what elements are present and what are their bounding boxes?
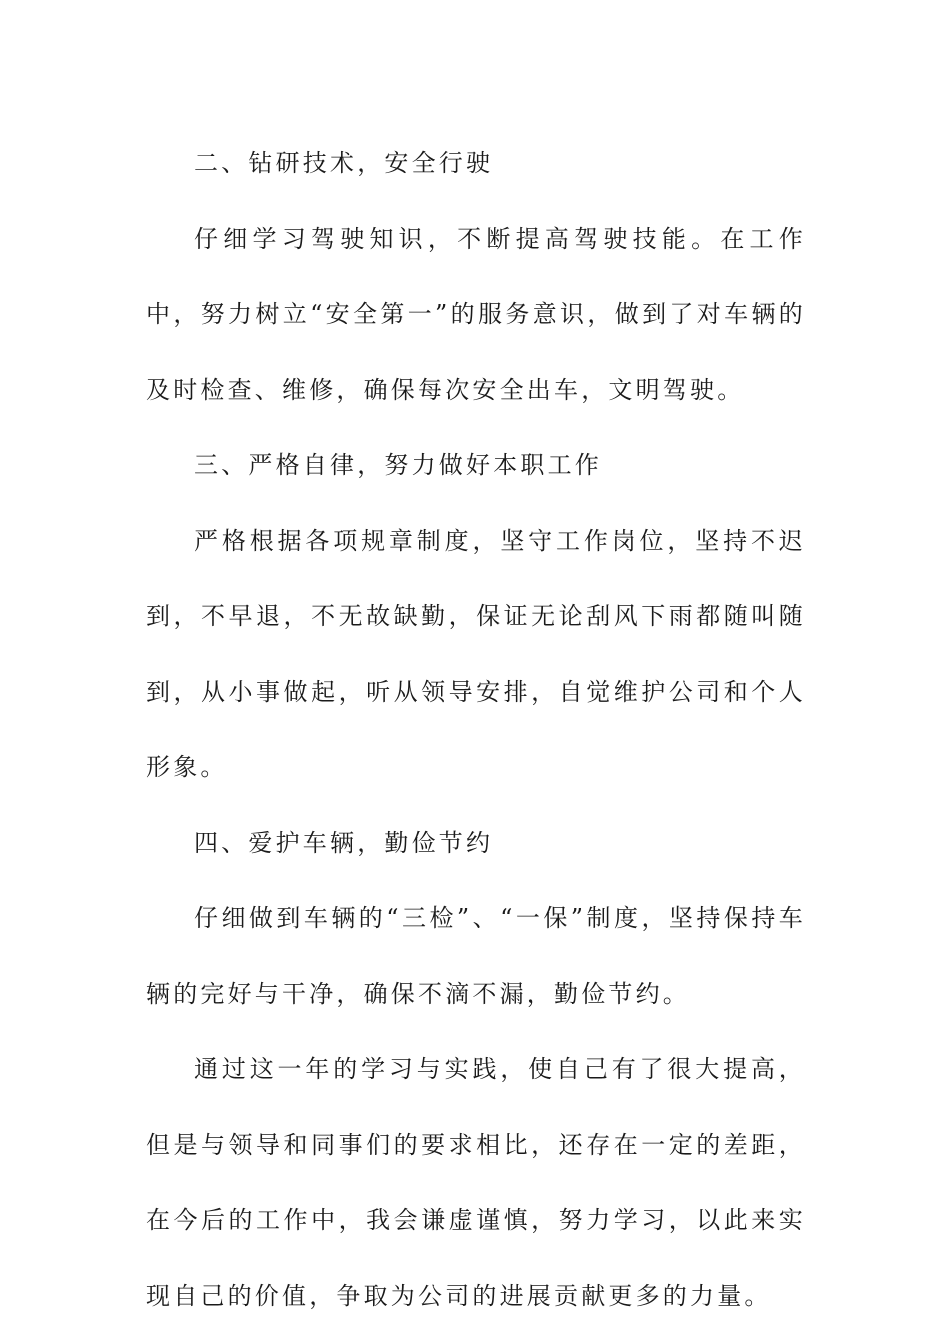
closing-paragraph: 通过这一年的学习与实践，使自己有了很大提高，但是与领导和同事们的要求相比，还存在一定的差距，在今后的工作中，我会谦虚谨慎，努力学习，以此来实现自己的价值，争取为公司的进展贡献更多的力量。 [146, 1055, 806, 1310]
body-paragraph: 仔细学习驾驶知识，不断提高驾驶技能。在工作中，努力树立“安全第一”的服务意识，做到了对车辆的及时检查、维修，确保每次安全出车，文明驾驶。 [146, 224, 806, 404]
body-paragraph: 仔细做到车辆的“三检”、“一保”制度，坚持保持车辆的完好与干净，确保不滴不漏，勤俭节约。 [146, 904, 806, 1008]
section-heading-2: 二、钻研技术，安全行驶 [194, 149, 494, 177]
document-body [146, 126, 806, 1334]
body-paragraph: 严格根据各项规章制度，坚守工作岗位，坚持不迟到，不早退，不无故缺勤，保证无论刮风下雨都随叫随到，从小事做起，听从领导安排，自觉维护公司和个人形象。 [146, 526, 806, 781]
section-heading-3: 三、严格自律，努力做好本职工作 [194, 451, 602, 479]
section-heading-4: 四、爱护车辆，勤俭节约 [194, 828, 494, 857]
